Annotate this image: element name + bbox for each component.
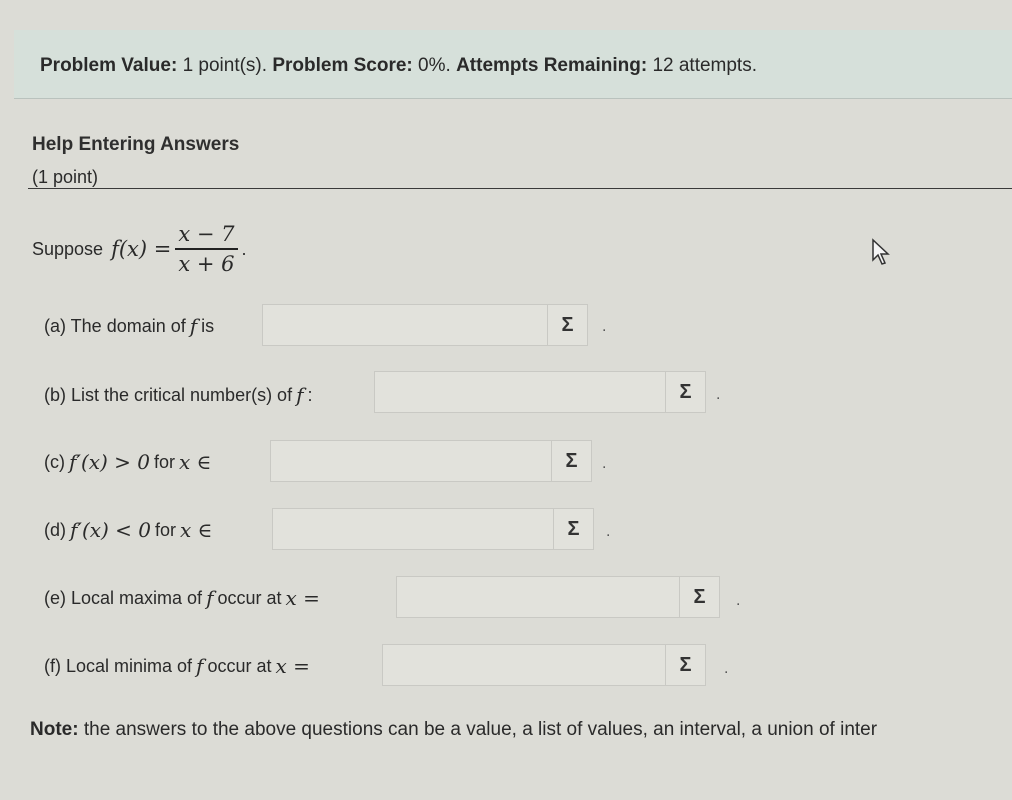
equation-editor-button-d[interactable] [554, 508, 594, 550]
sigma-icon: Σ [693, 585, 706, 608]
attempts-remaining-label: Attempts Remaining: [456, 55, 648, 76]
problem-value-label: Problem Value: [40, 55, 178, 76]
problem-score-label: Problem Score: [272, 55, 413, 76]
part-a-suffix: is [201, 315, 215, 336]
mouse-pointer-icon [871, 238, 891, 271]
period-a: . [602, 318, 607, 335]
sigma-icon: Σ [561, 313, 574, 336]
part-c-label [44, 450, 216, 474]
part-c-text: (c) [44, 451, 65, 472]
part-e-math: f [206, 586, 214, 610]
period-e: . [736, 592, 741, 609]
problem-value: 1 point(s). [182, 55, 268, 76]
statement-period: . [241, 238, 247, 259]
part-c-math: f′(x) > 0 [69, 450, 151, 474]
problem-points: (1 point) [32, 167, 99, 187]
part-b-suffix: : [307, 384, 313, 405]
part-e-text: (e) Local maxima of [44, 587, 203, 608]
equation-editor-button-f[interactable] [666, 644, 706, 686]
divider [28, 188, 1012, 189]
fraction-denominator: x + 6 [175, 248, 237, 276]
answer-input-f[interactable] [382, 644, 666, 686]
equation-editor-button-a[interactable] [548, 304, 588, 346]
equation-editor-button-c[interactable] [552, 440, 592, 482]
part-b-text: (b) List the critical number(s) of [44, 384, 293, 405]
part-c-suffix: for [154, 451, 176, 472]
sigma-icon: Σ [679, 380, 692, 403]
part-d-math2: x ∈ [180, 518, 213, 542]
answer-input-a[interactable] [262, 304, 548, 346]
equation-editor-button-b[interactable] [666, 371, 706, 413]
part-d-suffix: for [155, 519, 177, 540]
period-f: . [724, 660, 729, 677]
period-b: . [716, 386, 721, 403]
part-f-label [44, 654, 314, 678]
part-f-suffix: occur at [207, 655, 272, 676]
answer-input-b[interactable] [374, 371, 666, 413]
answer-input-e[interactable] [396, 576, 680, 618]
problem-statement [32, 222, 247, 276]
answer-input-c[interactable] [270, 440, 552, 482]
answer-format-note [30, 719, 877, 741]
attempts-remaining: 12 attempts. [652, 55, 757, 76]
part-e-suffix: occur at [217, 587, 282, 608]
period-d: . [606, 523, 611, 540]
function-lhs: f(x) = [111, 237, 172, 261]
suppose-label: Suppose [32, 238, 104, 259]
problem-info [40, 55, 757, 77]
part-e-label [44, 586, 324, 610]
function-fraction [175, 222, 237, 276]
sigma-icon: Σ [565, 449, 578, 472]
part-d-text: (d) [44, 519, 66, 540]
period-c: . [602, 455, 607, 472]
part-f-text: (f) Local minima of [44, 655, 193, 676]
part-a-label [44, 314, 214, 338]
part-a-math: f [189, 314, 198, 338]
help-entering-answers-link[interactable]: Help Entering Answers [32, 134, 240, 155]
fraction-numerator: x − 7 [178, 222, 235, 246]
part-f-math2: x = [275, 654, 310, 678]
part-c-math2: x ∈ [179, 450, 212, 474]
problem-score: 0%. [418, 55, 451, 76]
part-f-math: f [196, 654, 204, 678]
part-b-math: f [296, 383, 304, 407]
part-b-label [44, 383, 313, 407]
equation-editor-button-e[interactable] [680, 576, 720, 618]
sigma-icon: Σ [567, 517, 580, 540]
part-d-math: f′(x) < 0 [70, 518, 152, 542]
part-d-label [44, 518, 217, 542]
note-label: Note: [30, 719, 79, 740]
note-text: the answers to the above questions can be a value, a list of values, an interval, a union of inter [83, 719, 878, 740]
part-e-math2: x = [285, 586, 320, 610]
answer-input-d[interactable] [272, 508, 554, 550]
part-a-text: (a) The domain of [44, 315, 186, 336]
sigma-icon: Σ [679, 653, 692, 676]
